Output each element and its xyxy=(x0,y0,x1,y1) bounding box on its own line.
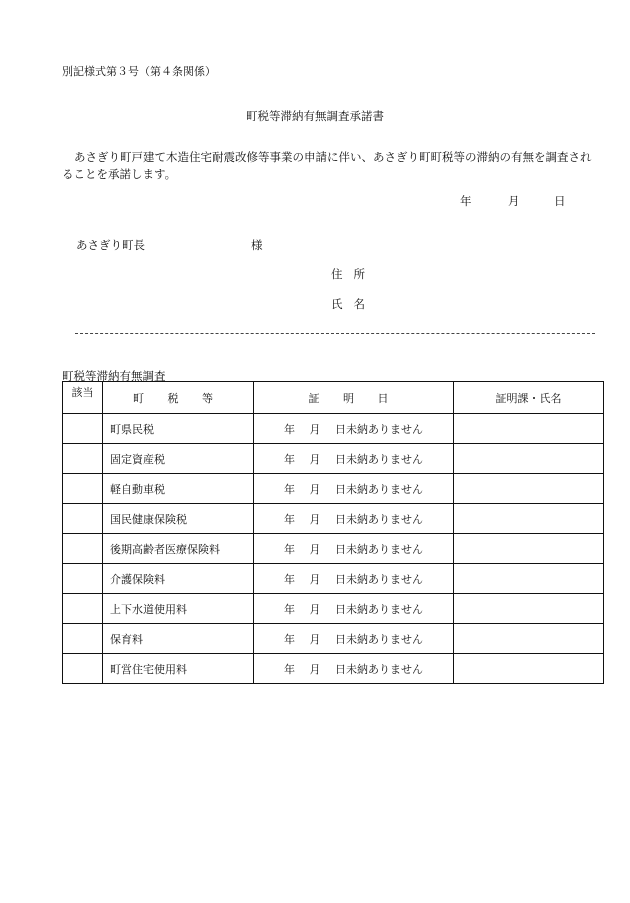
table-caption: 町税等滞納有無調査 xyxy=(62,369,166,383)
date-month-label: 月 xyxy=(508,194,520,208)
row-tax-name: 国民健康保険税 xyxy=(103,504,254,534)
date-row xyxy=(460,193,566,209)
row-tax-name: 介護保険料 xyxy=(103,564,254,594)
table-row xyxy=(63,504,604,534)
table-row xyxy=(63,654,604,684)
row-tax-name: 保育料 xyxy=(103,624,254,654)
header-tax-label: 町 税 等 xyxy=(133,391,223,405)
row-cert-date: 年 月 日未納ありません xyxy=(254,594,454,624)
row-cert-dept-cell[interactable] xyxy=(454,504,604,534)
row-cert-date: 年 月 日未納ありません xyxy=(254,624,454,654)
row-cert-dept-cell[interactable] xyxy=(454,474,604,504)
document-title: 町税等滞納有無調査承諾書 xyxy=(246,109,384,123)
tax-status-table xyxy=(62,381,604,684)
date-day-label: 日 xyxy=(554,194,566,208)
consent-paragraph: あさぎり町戸建て木造住宅耐震改修等事業の申請に伴い、あさぎり町町税等の滞納の有無を調査されることを承諾します。 xyxy=(62,150,592,181)
table-row xyxy=(63,414,604,444)
row-check-cell[interactable] xyxy=(63,594,103,624)
row-cert-date: 年 月 日未納ありません xyxy=(254,564,454,594)
date-year-label: 年 xyxy=(460,194,472,208)
row-check-cell[interactable] xyxy=(63,654,103,684)
addressee-name: あさぎり町長 xyxy=(76,238,145,252)
row-cert-dept-cell[interactable] xyxy=(454,654,604,684)
row-cert-date: 年 月 日未納ありません xyxy=(254,414,454,444)
row-check-cell[interactable] xyxy=(63,534,103,564)
table-row xyxy=(63,594,604,624)
row-tax-name: 固定資産税 xyxy=(103,444,254,474)
row-check-cell[interactable] xyxy=(63,624,103,654)
row-cert-dept-cell[interactable] xyxy=(454,444,604,474)
table-row xyxy=(63,564,604,594)
table-row xyxy=(63,474,604,504)
table-row xyxy=(63,444,604,474)
row-tax-name: 町県民税 xyxy=(103,414,254,444)
row-check-cell[interactable] xyxy=(63,474,103,504)
row-cert-dept-cell[interactable] xyxy=(454,414,604,444)
row-cert-dept-cell[interactable] xyxy=(454,564,604,594)
row-cert-date: 年 月 日未納ありません xyxy=(254,504,454,534)
table-row xyxy=(63,534,604,564)
header-cert-date xyxy=(254,382,454,414)
address-label: 住所 xyxy=(331,267,376,281)
table-header-row xyxy=(63,382,604,414)
table-row xyxy=(63,624,604,654)
row-check-cell[interactable] xyxy=(63,564,103,594)
header-cert-dept: 証明課・氏名 xyxy=(454,382,604,414)
row-tax-name: 町営住宅使用料 xyxy=(103,654,254,684)
row-cert-date: 年 月 日未納ありません xyxy=(254,474,454,504)
row-cert-dept-cell[interactable] xyxy=(454,534,604,564)
row-check-cell[interactable] xyxy=(63,414,103,444)
row-check-cell[interactable] xyxy=(63,504,103,534)
row-tax-name: 上下水道使用料 xyxy=(103,594,254,624)
header-check: 該当 xyxy=(63,382,103,414)
header-tax xyxy=(103,382,254,414)
row-cert-dept-cell[interactable] xyxy=(454,594,604,624)
row-cert-date: 年 月 日未納ありません xyxy=(254,444,454,474)
name-label: 氏名 xyxy=(331,297,376,311)
header-cert-date-label: 証 明 日 xyxy=(308,391,399,405)
row-check-cell[interactable] xyxy=(63,444,103,474)
row-tax-name: 軽自動車税 xyxy=(103,474,254,504)
row-cert-date: 年 月 日未納ありません xyxy=(254,654,454,684)
row-cert-date: 年 月 日未納ありません xyxy=(254,534,454,564)
row-tax-name: 後期高齢者医療保険料 xyxy=(103,534,254,564)
addressee-honorific: 様 xyxy=(251,238,263,252)
cut-line-divider xyxy=(75,333,595,334)
row-cert-dept-cell[interactable] xyxy=(454,624,604,654)
form-number: 別記様式第３号（第４条関係） xyxy=(62,65,216,78)
